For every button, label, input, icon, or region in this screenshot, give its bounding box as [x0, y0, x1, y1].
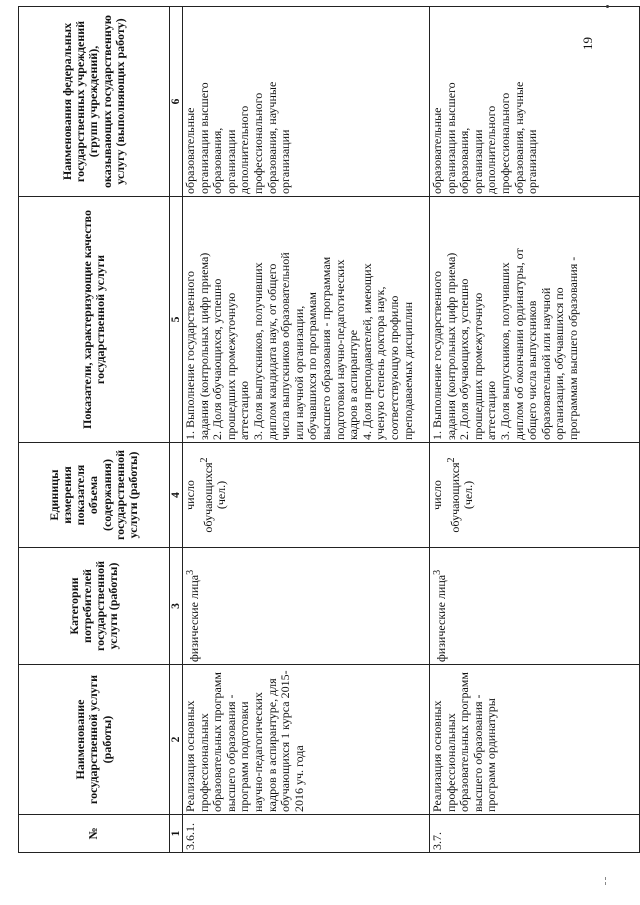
- service-name: Реализация основных профессиональных образовательных программ высшего образования - программ подготовки научно-педагогических кадров в аспирантуре, для обучающихся 1 курса 2015-2016 уч. года: [183, 665, 430, 815]
- header-unit: Единицы измерения показателя объема (содержания) государственной услуги (работы): [19, 443, 170, 548]
- row-number: 3.6.1.: [183, 815, 430, 853]
- consumer-category: физические лица$^3$: [430, 548, 640, 665]
- institution-line: образовательные: [430, 107, 444, 194]
- institution-line: профессионального: [497, 92, 512, 194]
- quality-indicator-line: диплом кандидата наук, от общего: [264, 263, 279, 440]
- quality-indicator-line: 3. Доля выпускников, получивших: [250, 262, 265, 440]
- quality-indicator-line: ученую степень доктора наук,: [373, 286, 388, 440]
- header-service-name: Наименование государственной услуги (работы): [19, 665, 170, 815]
- consumer-category: физические лица$^3$: [183, 548, 430, 665]
- institution-line: дополнительного: [484, 105, 499, 194]
- header-number: №: [19, 815, 170, 853]
- institution-line: организации: [470, 129, 485, 194]
- institution-line: профессионального: [250, 92, 265, 194]
- quality-indicator-line: программам высшего образования -: [565, 256, 580, 440]
- quality-indicator-line: аттестацию: [484, 381, 499, 440]
- institution-line: организации высшего: [196, 82, 211, 194]
- institutions: [183, 7, 430, 197]
- institution-line: организации: [223, 129, 238, 194]
- row-number: 3.7.: [430, 815, 640, 853]
- header-institutions: Наименования федеральных государственных учреждений (групп учреждений), оказывающих государственную услугу (выполняющих работу): [19, 7, 170, 197]
- quality-indicator-line: соответствующую профилю: [386, 295, 401, 440]
- page-number: 19: [580, 37, 595, 50]
- institutions: [430, 7, 640, 197]
- quality-indicators: [183, 197, 430, 443]
- quality-indicator-line: аттестацию: [237, 381, 252, 440]
- institution-line: образования,: [457, 127, 472, 194]
- institution-line: организации: [278, 129, 293, 194]
- institution-line: организации: [525, 129, 540, 194]
- institution-line: дополнительного: [237, 105, 252, 194]
- quality-indicator-line: высшего образования - программам: [318, 256, 333, 440]
- column-number: 5: [170, 197, 183, 443]
- column-number-row: [170, 7, 183, 853]
- services-table: [18, 6, 640, 853]
- unit-of-measure: число обучающихся$^2$ (чел.): [430, 443, 640, 548]
- quality-indicator-line: прошедших промежуточную: [470, 292, 485, 440]
- quality-indicator-line: задания (контрольных цифр приема): [443, 252, 458, 440]
- header-quality-indicators: Показатели, характеризующие качество государственной услуги: [19, 197, 170, 443]
- institution-line: образования, научные: [264, 81, 279, 194]
- scan-mark: [605, 877, 607, 885]
- scan-dot: [606, 5, 609, 8]
- quality-indicator-line: 2. Доля обучающихся, успешно: [457, 278, 472, 440]
- table-row: [183, 7, 430, 853]
- quality-indicator-line: числа выпускников образовательной: [278, 252, 293, 440]
- quality-indicator-line: подготовки научно-педагогических: [332, 259, 347, 440]
- quality-indicator-line: преподаваемых дисциплин: [400, 301, 415, 440]
- institution-line: образования,: [210, 127, 225, 194]
- quality-indicator-line: обучавшихся по программам: [305, 292, 320, 440]
- quality-indicator-line: организации, обучавшихся по: [552, 287, 567, 440]
- quality-indicator-line: 1. Выполнение государственного: [430, 271, 444, 440]
- quality-indicator-line: 4. Доля преподавателей, имеющих: [359, 263, 374, 440]
- table-header-row: [19, 7, 170, 853]
- quality-indicator-line: или научной организации,: [291, 305, 306, 440]
- quality-indicator-line: 1. Выполнение государственного: [183, 271, 197, 440]
- service-name: Реализация основных профессиональных образовательных программ высшего образования - программ ординатуры: [430, 665, 640, 815]
- quality-indicators: [430, 197, 640, 443]
- column-number: 4: [170, 443, 183, 548]
- column-number: 2: [170, 665, 183, 815]
- quality-indicator-line: общего числа выпускников: [525, 300, 540, 440]
- institution-line: организации высшего: [443, 82, 458, 194]
- quality-indicator-line: 2. Доля обучающихся, успешно: [210, 278, 225, 440]
- institution-line: образовательные: [183, 107, 197, 194]
- header-consumer-category: Категории потребителей государственной услуги (работы): [19, 548, 170, 665]
- column-number: 6: [170, 7, 183, 197]
- quality-indicator-line: диплом об окончании ординатуры, от: [511, 248, 526, 440]
- table-row: [430, 7, 640, 853]
- quality-indicator-line: 3. Доля выпускников, получивших: [497, 262, 512, 440]
- quality-indicator-line: задания (контрольных цифр приема): [196, 252, 211, 440]
- quality-indicator-line: кадров в аспирантуре: [346, 329, 361, 440]
- column-number: 3: [170, 548, 183, 665]
- quality-indicator-line: образовательной или научной: [538, 287, 553, 440]
- quality-indicator-line: прошедших промежуточную: [223, 292, 238, 440]
- unit-of-measure: число обучающихся$^2$ (чел.): [183, 443, 430, 548]
- institution-line: образования, научные: [511, 81, 526, 194]
- column-number: 1: [170, 815, 183, 853]
